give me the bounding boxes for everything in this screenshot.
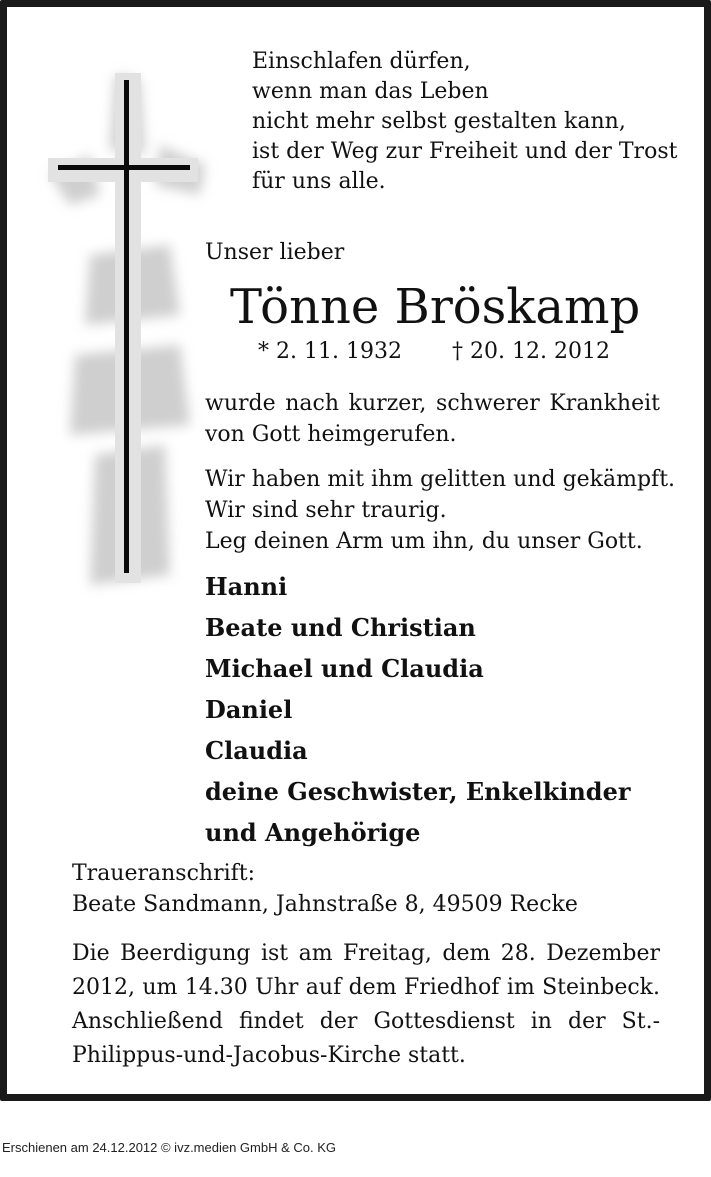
- deceased-name: Tönne Bröskamp: [230, 279, 641, 335]
- family-member: Beate und Christian: [205, 613, 476, 642]
- poem: [252, 47, 677, 197]
- relatives-line: und Angehörige: [205, 818, 421, 847]
- poem-line: nicht mehr selbst gestalten kann,: [252, 109, 626, 134]
- relatives-line: deine Geschwister, Enkelkinder: [205, 777, 631, 806]
- cross-icon: [30, 55, 220, 605]
- poem-line: wenn man das Leben: [252, 79, 489, 104]
- address-value: Beate Sandmann, Jahnstraße 8, 49509 Recke: [72, 892, 578, 917]
- poem-line: ist der Weg zur Freiheit und der Trost: [252, 139, 678, 164]
- publication-footer: Erschienen am 24.12.2012 © ivz.medien GmbH & Co. KG: [2, 1140, 337, 1155]
- lament-line: Wir haben mit ihm gelitten und gekämpft.: [205, 467, 676, 492]
- family-member: Claudia: [205, 736, 308, 765]
- lament-line: Leg deinen Arm um ihn, du unser Gott.: [205, 529, 643, 554]
- family-member: Daniel: [205, 695, 293, 724]
- death-date: † 20. 12. 2012: [452, 339, 610, 364]
- intro-text: Unser lieber: [205, 240, 345, 265]
- family-member: Michael und Claudia: [205, 654, 484, 683]
- poem-line: Einschlafen dürfen,: [252, 49, 471, 74]
- family-member: Hanni: [205, 572, 288, 601]
- birth-date: * 2. 11. 1932: [258, 339, 402, 364]
- family-list: [205, 570, 630, 857]
- called-home-text: wurde nach kurzer, schwerer Krankheit von Gott heimgerufen.: [205, 391, 660, 447]
- lament: [205, 464, 675, 557]
- funeral-details: Die Beerdigung ist am Freitag, dem 28. Dezember 2012, um 14.30 Uhr auf dem Friedhof im Steinbeck. Anschließend findet der Gottesdienst in der St.-Philippus-und-Jacobus-Kirche statt.: [72, 941, 660, 1068]
- poem-line: für uns alle.: [252, 169, 386, 194]
- lament-line: Wir sind sehr traurig.: [205, 498, 447, 523]
- address-label: Traueranschrift:: [72, 861, 256, 886]
- mourning-address: [72, 858, 578, 920]
